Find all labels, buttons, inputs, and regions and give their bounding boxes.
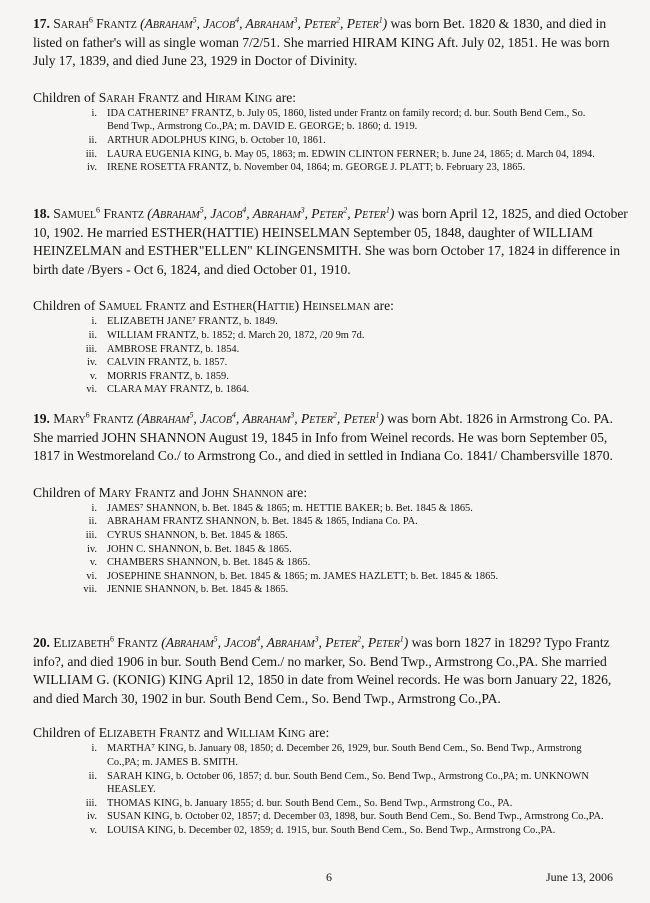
child-item: [33, 824, 607, 838]
children-list: [33, 107, 633, 175]
children-heading: Children of Mary Frantz and John Shannon are:: [33, 484, 308, 500]
person-name: Mary: [53, 411, 86, 426]
entry-17: [33, 15, 633, 175]
child-numeral: vi.: [86, 570, 97, 582]
footer-date: June 13, 2006: [546, 870, 613, 884]
entry-paragraph: [33, 205, 633, 279]
generation-number: 6: [96, 205, 100, 215]
child-item: [33, 556, 607, 570]
child-text: LOUISA KING, b. December 02, 1859; d. 1915, bur. South Bend Cem., So. Bend Twp., Armstrong Co.,PA.: [107, 824, 556, 836]
child-item: [33, 583, 607, 597]
person-name: Elizabeth: [53, 635, 110, 650]
child-item: [33, 529, 607, 543]
child-text: JAMES⁷ SHANNON, b. Bet. 1845 & 1865; m. HETTIE BAKER; b. Bet. 1845 & 1865.: [107, 502, 473, 514]
generation-number: 6: [85, 410, 90, 420]
entry-text: was born 1827 in 1829? Typo Frantz info?, and died 1906 in bur. South Bend Cem./ no marker, So. Bend Twp., Armstrong Co.,PA. She married WILLIAM G. (KONIG) KING April 12, 1850 in date from Weinel records. He was born January 22, 1826, and died March 30, 1902 in bur. South Bend Cem., So. Bend Twp., Armstrong Co.,PA.: [33, 635, 612, 706]
child-numeral: ii.: [88, 329, 97, 341]
child-numeral: i.: [91, 502, 97, 514]
child-text: MARTHA⁷ KING, b. January 08, 1850; d. December 26, 1929, bur. South Bend Cem., So. Bend Twp., Armstrong Co.,PA; m. JAMES B. SMITH.: [107, 743, 582, 768]
child-text: ABRAHAM FRANTZ SHANNON, b. Bet. 1845 & 1865, Indiana Co. PA.: [107, 516, 418, 528]
child-text: ELIZABETH JANE⁷ FRANTZ, b. 1849.: [107, 316, 278, 328]
entry-20: [33, 634, 633, 838]
child-item: [33, 343, 607, 357]
children-list: [33, 502, 633, 597]
child-text: CYRUS SHANNON, b. Bet. 1845 & 1865.: [107, 529, 288, 541]
child-item: [33, 502, 607, 516]
ancestry-line: (Abraham$^5$, Jacob$^4$, Abraham$^3$, Peter$^2$, Peter$^1$): [147, 205, 395, 221]
ancestry-line: (Abraham$^5$, Jacob$^4$, Abraham$^3$, Peter$^2$, Peter$^1$): [140, 15, 388, 31]
child-numeral: i.: [91, 107, 97, 119]
child-text: ARTHUR ADOLPHUS KING, b. October 10, 1861.: [107, 134, 326, 146]
person-surname: Frantz: [117, 635, 158, 650]
child-numeral: v.: [89, 824, 97, 836]
person-name: Samuel: [53, 206, 97, 221]
person-surname: Frantz: [92, 411, 134, 426]
entry-18: [33, 205, 633, 397]
child-item: [33, 770, 607, 797]
child-item: [33, 134, 607, 148]
child-item: [33, 742, 607, 769]
child-item: [33, 148, 607, 162]
child-text: JOHN C. SHANNON, b. Bet. 1845 & 1865.: [107, 543, 292, 555]
child-numeral: i.: [91, 743, 97, 755]
child-numeral: iv.: [86, 811, 97, 823]
children-heading: Children of Samuel Frantz and Esther(Hattie) Heinselman are:: [33, 298, 394, 314]
entry-19: [33, 410, 633, 597]
entry-number: 19.: [33, 411, 50, 426]
entry-text: was born Abt. 1826 in Armstrong Co. PA. She married JOHN SHANNON August 19, 1845 in Info from Weinel records. He was born September 05, 1817 in Westmoreland Co./ to Armstrong Co., and died in settled in Indiana Co. 1841/ Chambersville 1870.: [33, 411, 613, 464]
child-text: CALVIN FRANTZ, b. 1857.: [107, 357, 228, 369]
child-numeral: ii.: [88, 770, 97, 782]
child-numeral: iv.: [86, 543, 97, 555]
ancestry-line: (Abraham$^5$, Jacob$^4$, Abraham$^3$, Peter$^2$, Peter$^1$): [161, 634, 409, 650]
child-numeral: i.: [91, 316, 97, 328]
child-item: [33, 161, 607, 175]
entry-paragraph: [33, 410, 633, 466]
child-item: [33, 543, 607, 557]
children-heading: Children of Sarah Frantz and Hiram King are:: [33, 89, 297, 105]
child-text: SUSAN KING, b. October 02, 1857; d. December 03, 1898, bur. South Bend Cem., So. Bend Twp., Armstrong Co.,PA.: [107, 811, 604, 823]
entry-number: 17.: [33, 16, 50, 31]
person-name: Sarah: [53, 16, 89, 31]
children-heading: Children of Elizabeth Frantz and William King are:: [33, 725, 330, 741]
generation-number: 6: [88, 15, 93, 25]
child-numeral: iii.: [85, 148, 97, 160]
children-list: [33, 742, 633, 837]
entry-number: 20.: [33, 635, 50, 650]
child-numeral: v.: [89, 370, 97, 382]
child-item: [33, 370, 607, 384]
entry-paragraph: [33, 634, 633, 708]
child-item: [33, 810, 607, 824]
child-text: CHAMBERS SHANNON, b. Bet. 1845 & 1865.: [107, 557, 311, 569]
child-text: AMBROSE FRANTZ, b. 1854.: [107, 343, 240, 355]
child-item: [33, 329, 607, 343]
child-item: [33, 107, 607, 134]
child-numeral: ii.: [88, 134, 97, 146]
child-text: MORRIS FRANTZ, b. 1859.: [107, 370, 229, 382]
child-item: [33, 356, 607, 370]
child-numeral: v.: [89, 557, 97, 569]
child-text: JENNIE SHANNON, b. Bet. 1845 & 1865.: [107, 584, 289, 596]
entry-text: was born Bet. 1820 & 1830, and died in listed on father's will as single woman 7/2/51. She married HIRAM KING Aft. July 02, 1851. He was born July 17, 1839, and died June 23, 1929 in Doctor of Divinity.: [33, 16, 610, 69]
child-text: THOMAS KING, b. January 1855; d. bur. South Bend Cem., So. Bend Twp., Armstrong Co., PA.: [107, 797, 513, 809]
child-numeral: vi.: [86, 384, 97, 396]
child-item: [33, 570, 607, 584]
child-item: [33, 315, 607, 329]
child-numeral: iii.: [85, 343, 97, 355]
child-item: [33, 797, 607, 811]
child-text: WILLIAM FRANTZ, b. 1852; d. March 20, 1872, /20 9m 7d.: [107, 329, 365, 341]
person-surname: Frantz: [103, 206, 144, 221]
children-list: [33, 315, 633, 397]
child-numeral: ii.: [88, 516, 97, 528]
child-numeral: iv.: [86, 357, 97, 369]
child-text: IDA CATHERINE⁷ FRANTZ, b. July 05, 1860, listed under Frantz on family record; d. bur. South Bend Cem., So. Bend Twp., Armstrong Co.,PA; m. DAVID E. GEORGE; b. 1860; d. 1919.: [107, 107, 586, 133]
child-text: IRENE ROSETTA FRANTZ, b. November 04, 1864; m. GEORGE J. PLATT; b. February 23, 1865.: [107, 162, 526, 174]
child-numeral: vii.: [83, 584, 97, 596]
child-text: LAURA EUGENIA KING, b. May 05, 1863; m. EDWIN CLINTON FERNER; b. June 24, 1865; d. March 04, 1894.: [107, 148, 595, 160]
entry-number: 18.: [33, 206, 50, 221]
child-numeral: iii.: [85, 797, 97, 809]
entry-paragraph: [33, 15, 633, 71]
child-text: SARAH KING, b. October 06, 1857; d. bur. South Bend Cem., So. Bend Twp., Armstrong Co.,PA; m. UNKNOWN HEASLEY.: [107, 770, 589, 796]
child-text: CLARA MAY FRANTZ, b. 1864.: [107, 384, 250, 396]
child-text: JOSEPHINE SHANNON, b. Bet. 1845 & 1865; m. JAMES HAZLETT; b. Bet. 1845 & 1865.: [107, 570, 499, 582]
generation-number: 6: [109, 634, 114, 644]
child-numeral: iii.: [85, 529, 97, 541]
page-number: 6: [326, 870, 332, 884]
child-item: [33, 383, 607, 397]
child-item: [33, 515, 607, 529]
ancestry-line: (Abraham$^5$, Jacob$^4$, Abraham$^3$, Peter$^2$, Peter$^1$): [136, 410, 384, 426]
person-surname: Frantz: [96, 16, 137, 31]
child-numeral: iv.: [86, 162, 97, 174]
entry-text: was born April 12, 1825, and died October 10, 1902. He married ESTHER(HATTIE) HEINSELMAN September 05, 1848, daughter of WILLIAM HEINZELMAN and ESTHER"ELLEN" KLINGENSMITH. She was born October 17, 1824 in difference in birth date /Byers - Oct 6, 1824, and died October 01, 1910.: [33, 206, 628, 277]
